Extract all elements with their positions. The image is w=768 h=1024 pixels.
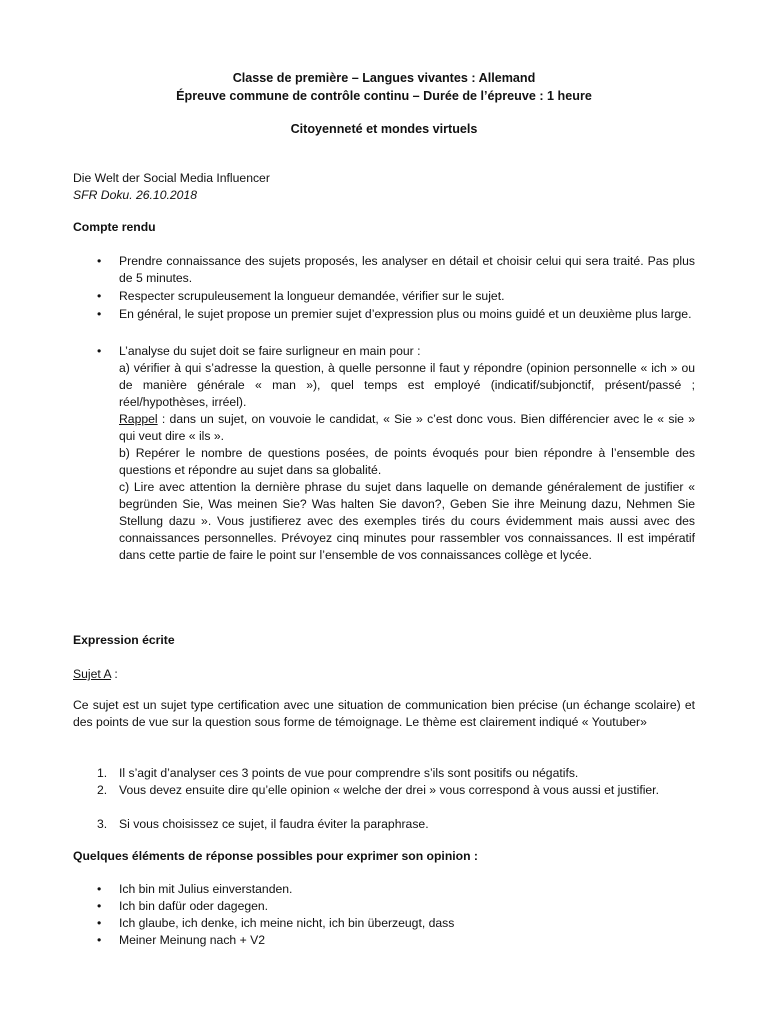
- bullet: •: [97, 254, 102, 268]
- list-item: [73, 932, 695, 949]
- list-item: [73, 306, 695, 323]
- sujet-label: Sujet A: [73, 667, 111, 681]
- numbered-item: [73, 765, 695, 782]
- analyse-point-c: c) Lire avec attention la dernière phrase du sujet dans laquelle on demande généralement de justifier « begründen Sie, Was meinen Sie? Was halten Sie davon?, Geben Sie ihre Meinung dazu, Nehmen Sie Stellung dazu ». Vous justifierez avec des exemples tirés du cours évidemment mais aussi avec des connaissances personnelles. Prévoyez cinq minutes pour rassembler vos connaissances. Il est impératif dans cette partie de faire le point sur l’ensemble de vos connaissances collège et lycée.: [119, 480, 695, 562]
- bullet: •: [97, 307, 102, 321]
- theme-title: Citoyenneté et mondes virtuels: [290, 122, 478, 136]
- list-item: [73, 898, 695, 915]
- list-item-text: En général, le sujet propose un premier sujet d’expression plus ou moins guidé et un deuxième plus large.: [119, 307, 692, 321]
- analyse-intro: L’analyse du sujet doit se faire surligneur en main pour :: [119, 344, 421, 358]
- bullet: •: [97, 289, 102, 303]
- numbered-item: [73, 782, 695, 799]
- list-item-text: Ich bin mit Julius einverstanden.: [119, 882, 293, 896]
- numbered-item-text: Si vous choisissez ce sujet, il faudra éviter la paraphrase.: [119, 817, 429, 831]
- item-number: 2.: [97, 783, 108, 797]
- list-item: [73, 288, 695, 305]
- analyse-point-b: b) Repérer le nombre de questions posées, de points évoqués pour bien répondre à l’ensemble des questions et répondre au sujet dans sa globalité.: [119, 446, 695, 477]
- list-item-text: Respecter scrupuleusement la longueur demandée, vérifier sur le sujet.: [119, 289, 505, 303]
- list-item: [73, 881, 695, 898]
- list-item-text: Meiner Meinung nach + V2: [119, 933, 266, 947]
- header-line-1: Classe de première – Langues vivantes : Allemand: [232, 71, 536, 85]
- list-item-text: Ich glaube, ich denke, ich meine nicht, ich bin überzeugt, dass: [119, 916, 455, 930]
- list-item-text: Prendre connaissance des sujets proposés, les analyser en détail et choisir celui qui sera traité. Pas plus de 5 minutes.: [119, 254, 695, 285]
- rappel-paragraph: [119, 411, 695, 445]
- bullet: •: [97, 344, 102, 358]
- sujet-intro: Ce sujet est un sujet type certification avec une situation de communication bien précise (un échange scolaire) et des points de vue sur la question sous forme de témoignage. Le thème est clairement indiqué « Youtuber»: [73, 698, 695, 729]
- expression-heading: Expression écrite: [73, 633, 175, 647]
- list-item-text: Ich bin dafür oder dagegen.: [119, 899, 269, 913]
- item-number: 3.: [97, 817, 108, 831]
- bullet: •: [97, 916, 102, 930]
- elements-heading: Quelques éléments de réponse possibles pour exprimer son opinion :: [73, 849, 478, 863]
- source-title: Die Welt der Social Media Influencer: [73, 171, 270, 185]
- sujet-a-heading: [73, 666, 695, 683]
- list-item: [73, 915, 695, 932]
- numbered-item: [73, 816, 695, 833]
- analyse-point-a: a) vérifier à qui s’adresse la question, à quelle personne il faut y répondre (opinion personnelle « ich » ou de manière générale « man »), quel temps est employé (indicatif/subjonctif, présent/passé ; réel/hypothèses, irréel).: [119, 361, 695, 409]
- source-reference: SFR Doku. 26.10.2018: [73, 188, 197, 202]
- list-item-text: [119, 343, 695, 564]
- numbered-item-text: Il s’agit d’analyser ces 3 points de vue pour comprendre s’ils sont positifs ou négatifs.: [119, 766, 579, 780]
- bullet: •: [97, 882, 102, 896]
- list-item: [73, 253, 695, 287]
- sujet-suffix: :: [110, 667, 118, 681]
- rappel-label: Rappel: [119, 412, 158, 426]
- compte-rendu-heading: Compte rendu: [73, 220, 156, 234]
- numbered-item-text: Vous devez ensuite dire qu’elle opinion « welche der drei » vous correspond à vous aussi et justifier.: [119, 783, 659, 797]
- bullet: •: [97, 899, 102, 913]
- rappel-text: : dans un sujet, on vouvoie le candidat, « Sie » c’est donc vous. Bien différencier avec le « sie » qui veut dire « ils ».: [119, 412, 695, 443]
- bullet: •: [97, 933, 102, 947]
- list-item: [73, 343, 695, 564]
- header-line-2: Épreuve commune de contrôle continu – Durée de l’épreuve : 1 heure: [176, 89, 592, 103]
- item-number: 1.: [97, 766, 108, 780]
